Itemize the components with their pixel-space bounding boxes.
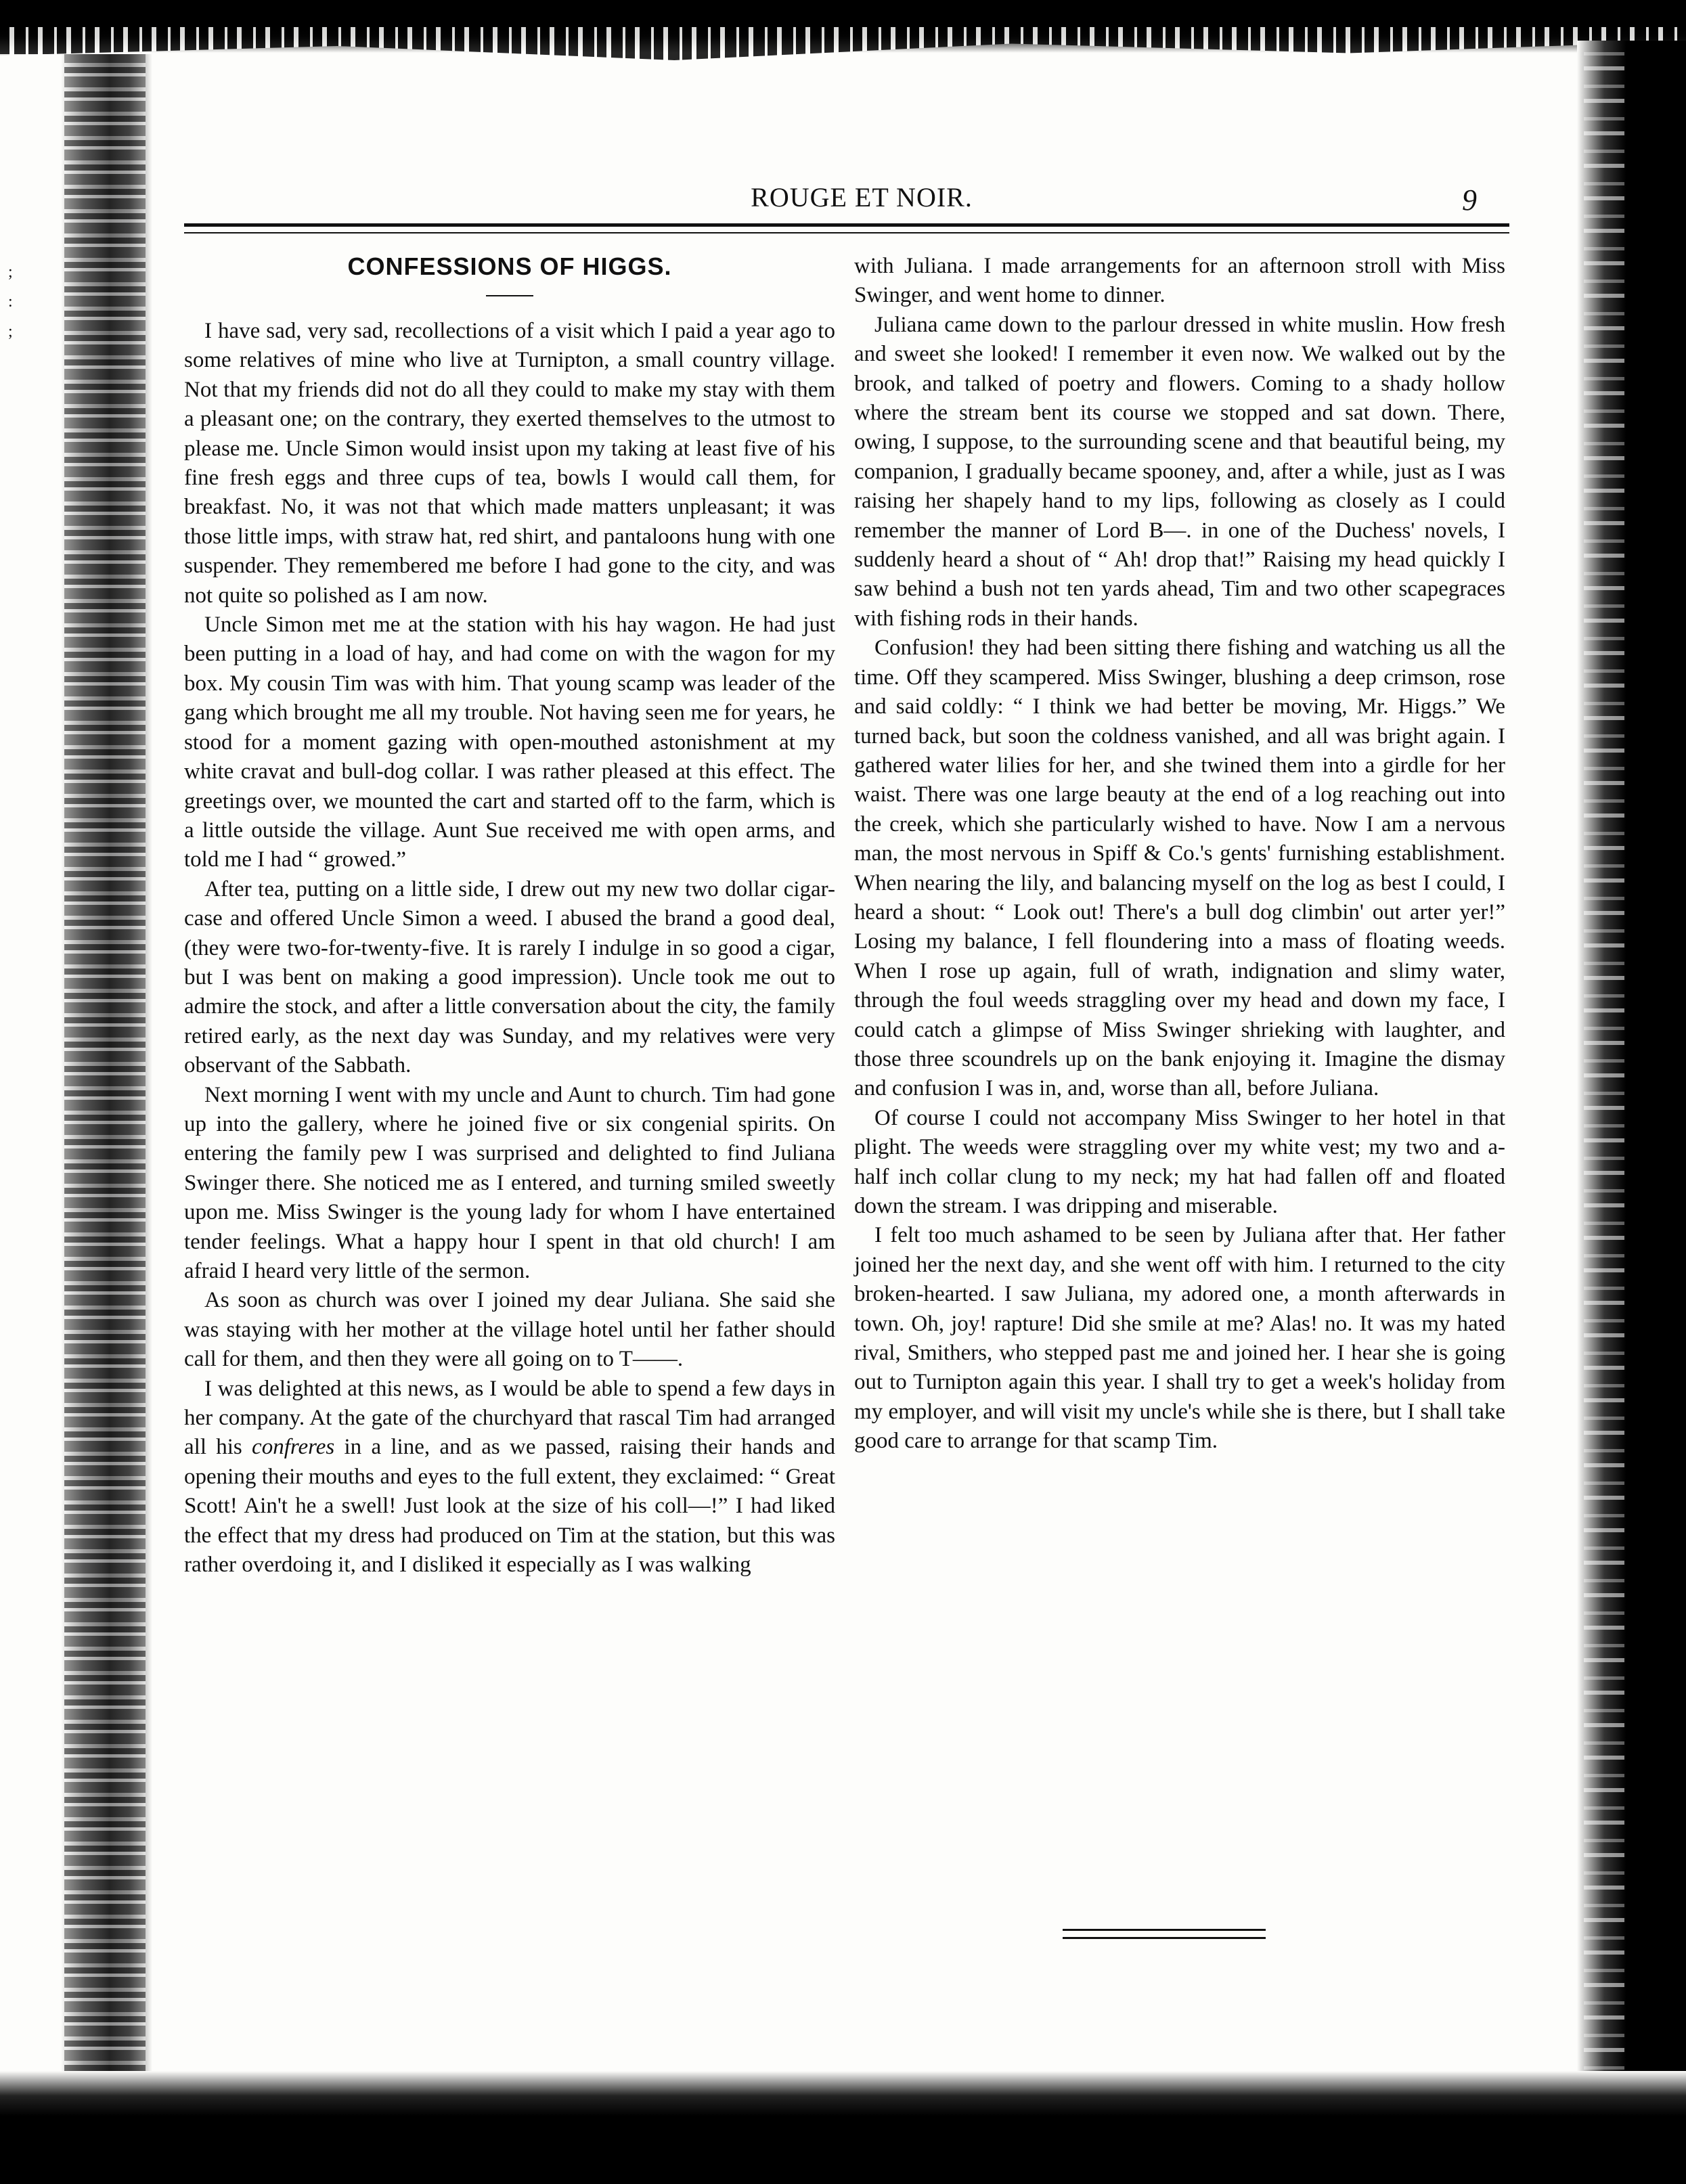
paragraph: As soon as church was over I joined my dear Juliana. She said she was staying with her mother at the village hotel until her father should call for them, and then they were all going on to T——. — [184, 1288, 835, 1372]
header-rule-thin — [184, 232, 1509, 233]
paragraph: with Juliana. I made arrangements for an afternoon stroll with Miss Swinger, and went home to dinner. — [854, 254, 1505, 308]
scan-noise-right — [1584, 41, 1624, 2085]
paragraph: Of course I could not accompany Miss Swinger to her hotel in that plight. The weeds were straggling over my white vest; my two and a-half inch collar clung to my neck; my hat had fallen off and floated down the stream. I was dripping and miserable. — [854, 1105, 1505, 1218]
margin-marks: ; : ; — [8, 263, 13, 340]
article-title: CONFESSIONS OF HIGGS. — [347, 252, 672, 280]
paragraph: After tea, putting on a little side, I drew out my new two dollar cigar-case and offered Uncle Simon a weed. I abused the brand a good deal, (they were two-for-twenty-five. It is rarely I indulge in so good a cigar, but I was bent on making a good impression). Uncle took me out to admire the stock, and after a little conversation about the city, the family retired early, as the next day was Sunday, and my relatives were very observant of the Sabbath. — [184, 876, 835, 1078]
paragraph-text: I was delighted at this news, as I would be able to spend a few days in her company. At the gate of the churchyard that rascal Tim had arranged all his — [184, 1376, 835, 1460]
left-column — [184, 252, 835, 1580]
italic-word: confreres — [252, 1435, 335, 1460]
paragraph: Next morning I went with my uncle and Aunt to church. Tim had gone up into the gallery, where he joined five or six congenial spirits. On entering the family pew I was surprised and delighted to find Juliana Swinger there. She noticed me as I entered, and turning smiled sweetly upon me. Miss Swinger is the young lady for whom I have entertained tender feelings. What a happy hour I spent in that old church! I am afraid I heard very little of the sermon. — [184, 1082, 835, 1283]
header-rule-thick — [184, 223, 1509, 227]
paragraph: I felt too much ashamed to be seen by Juliana after that. Her father joined her the next day, and she went off with him. I returned to the city broken-hearted. I saw Juliana, my adored one, a month afterwards in town. Oh, joy! rapture! Did she smile at me? Alas! no. It was my hated rival, Smithers, who stepped past me and joined her. I hear she is going out to Turnipton again this year. I shall try to get a week's holiday from my employer, and will visit my uncle's while she is there, but I shall take good care to arrange for that scamp Tim. — [854, 1223, 1505, 1454]
paragraph: Juliana came down to the parlour dressed in white muslin. How fresh and sweet she looked! I remember it even now. We walked out by the brook, and talked of poetry and flowers. Coming to a shady hollow where the stream bent its course we stopped and sat down. There, owing, I suppose, to the surrounding scene and that beautiful being, my companion, I gradually became spooney, and, after a while, just as I was raising her shapely hand to my lips, following as closely as I could remember the manner of Lord B—. in one of the Duchess' novels, I suddenly heard a shout of “ Ah! drop that!” Raising my head quickly I saw behind a bush not ten yards ahead, Tim and two other scapegraces with fishing rods in their hands. — [854, 312, 1505, 631]
running-head: ROUGE ET NOIR. — [751, 182, 973, 213]
page-number: 9 — [1462, 183, 1477, 217]
paragraph-text: in a line, and as we passed, raising their hands and opening their mouths and eyes to the full extent, they exclaimed: “ Great Scott! Ain't he a swell! Just look at the size of his coll—!” I had liked the effect that my dress had produced on Tim at the station, but this was rather overdoing it, and I disliked it especially as I was walking — [184, 1435, 836, 1578]
scan-noise-left — [64, 54, 146, 2071]
paragraph: Confusion! they had been sitting there fishing and watching us all the time. Off they scampered. Miss Swinger, blushing a deep crimson, rose and said coldly: “ I think we had better be moving, Mr. Higgs.” We turned back, but soon the coldness vanished, and all was bright again. I gathered water lilies for her, and she twined them into a girdle for her waist. There was one large beauty at the end of a log reaching out into the creek, which she particularly wished to have. Now I am a nervous man, the most nervous in Spiff & Co.'s gents' furnishing establishment. When nearing the lily, and balancing myself on the log as best I could, I heard a shout: “ Look out! There's a bull dog climbin' out arter yer!” Losing my balance, I fell floundering into a mass of floating weeds. When I rose up again, full of wrath, indignation and slimy water, through the foul weeds straggling over my head and down my face, I could catch a glimpse of Miss Swinger shrieking with laughter, and those three scoundrels up on the bank enjoying it. Imagine the dismay and confusion I was in, and, worse than all, before Juliana. — [854, 636, 1505, 1101]
paragraph: I have sad, very sad, recollections of a visit which I paid a year ago to some relatives of mine who live at Turnipton, a small country village. Not that my friends did not do all they could to make my stay with them a pleasant one; on the contrary, they exerted themselves to the utmost to please me. Uncle Simon would insist upon my taking at least five of his fine fresh eggs and three cups of tea, bowls I would call them, for breakfast. No, it was not that which made matters unpleasant; it was those little imps, with straw hat, red shirt, and pantaloons hung with one suspender. They remembered me before I had gone to the city, and was not quite so polished as I am now. — [184, 319, 835, 608]
title-divider — [486, 295, 533, 296]
end-rule — [1063, 1929, 1266, 1931]
paragraph: Uncle Simon met me at the station with his hay wagon. He had just been putting in a load of hay, and had come on with the wagon for my box. My cousin Tim was with him. That young scamp was leader of the gang which brought me all my trouble. Not having seen me for years, he stood for a moment gazing with open-mouthed astonishment at my white cravat and bull-dog collar. I was rather pleased at this effect. The greetings over, we mounted the cart and started off to the farm, which is a little outside the village. Aunt Sue received me with open arms, and told me I had “ growed.” — [184, 612, 835, 872]
scan-border-bottom — [0, 2071, 1686, 2184]
end-rule — [1063, 1937, 1266, 1939]
right-column — [854, 252, 1505, 1456]
paragraph — [184, 1375, 835, 1580]
